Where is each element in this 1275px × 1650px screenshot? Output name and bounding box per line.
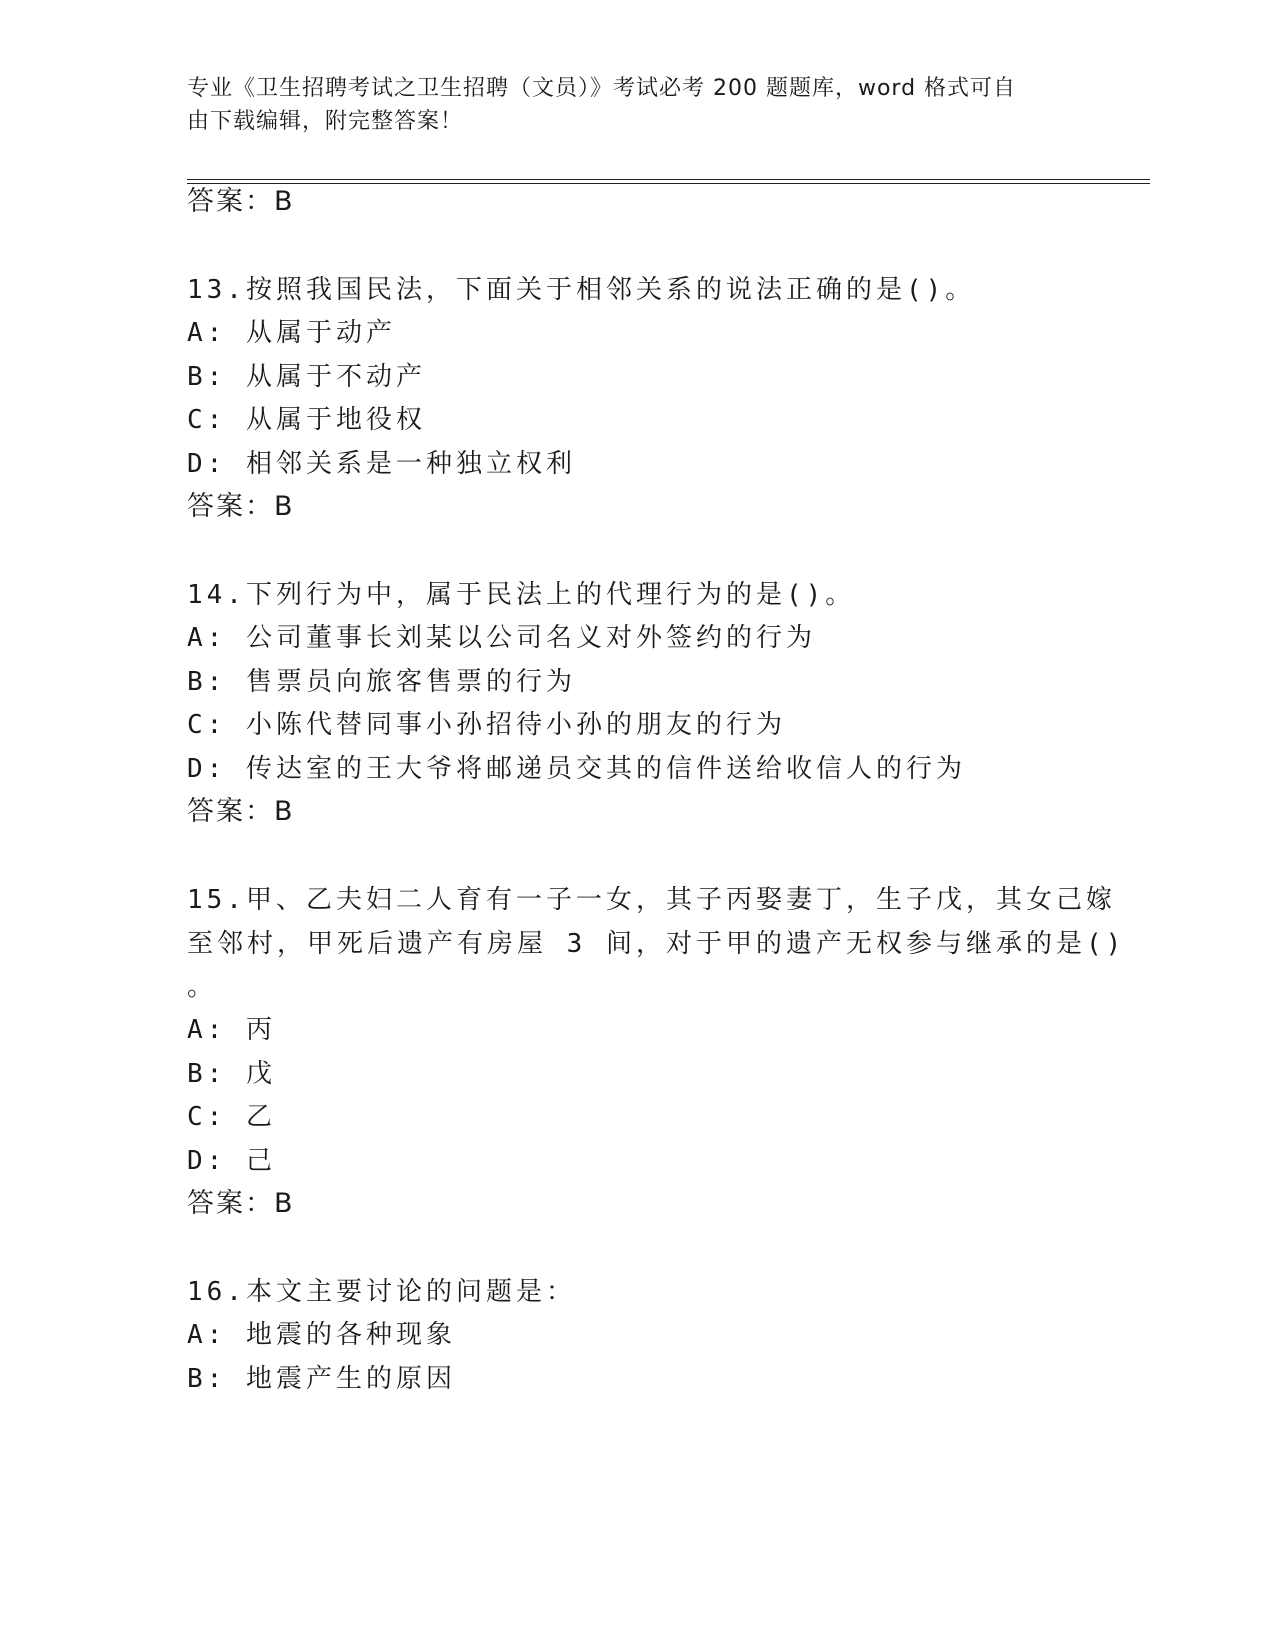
question-16-option-a: A: 地震的各种现象 [187,1320,456,1350]
question-15-stem-line-1: 15.甲、乙夫妇二人育有一子一女，其子丙娶妻丁，生子戊，其女己嫁 [187,885,1116,915]
answer-15: 答案：B [187,1188,295,1219]
answer-14: 答案：B [187,796,295,827]
header-divider-top [187,179,1150,180]
question-14-option-b: B: 售票员向旅客售票的行为 [187,667,576,697]
question-13-option-d: D: 相邻关系是一种独立权利 [187,449,576,479]
question-13-option-b: B: 从属于不动产 [187,362,426,392]
document-header [187,72,1067,138]
answer-13: 答案：B [187,491,295,522]
question-15-option-a: A: 丙 [187,1015,276,1045]
question-15-stem-line-2: 至邻村，甲死后遗产有房屋 3 间，对于甲的遗产无权参与继承的是() [187,929,1126,959]
question-13-stem: 13.按照我国民法，下面关于相邻关系的说法正确的是()。 [187,275,976,305]
question-15-stem-line-3: 。 [187,972,218,1002]
question-14-option-c: C: 小陈代替同事小孙招待小孙的朋友的行为 [187,710,786,740]
question-15-option-b: B: 戊 [187,1059,276,1089]
question-15-option-c: C: 乙 [187,1102,276,1132]
question-15-option-d: D: 己 [187,1146,276,1176]
answer-12: 答案：B [187,186,295,217]
question-14-option-a: A: 公司董事长刘某以公司名义对外签约的行为 [187,623,816,653]
question-14-option-d: D: 传达室的王大爷将邮递员交其的信件送给收信人的行为 [187,754,966,784]
question-13-option-a: A: 从属于动产 [187,318,396,348]
question-14-stem: 14.下列行为中，属于民法上的代理行为的是()。 [187,580,856,610]
question-16-stem: 16.本文主要讨论的问题是： [187,1277,576,1307]
header-divider-bottom [187,183,1150,184]
header-line-1: 专业《卫生招聘考试之卫生招聘（文员）》考试必考 200 题题库，word 格式可自 [187,76,1017,101]
header-line-2: 由下载编辑，附完整答案！ [187,109,464,134]
question-16-option-b: B: 地震产生的原因 [187,1364,456,1394]
question-13-option-c: C: 从属于地役权 [187,405,426,435]
